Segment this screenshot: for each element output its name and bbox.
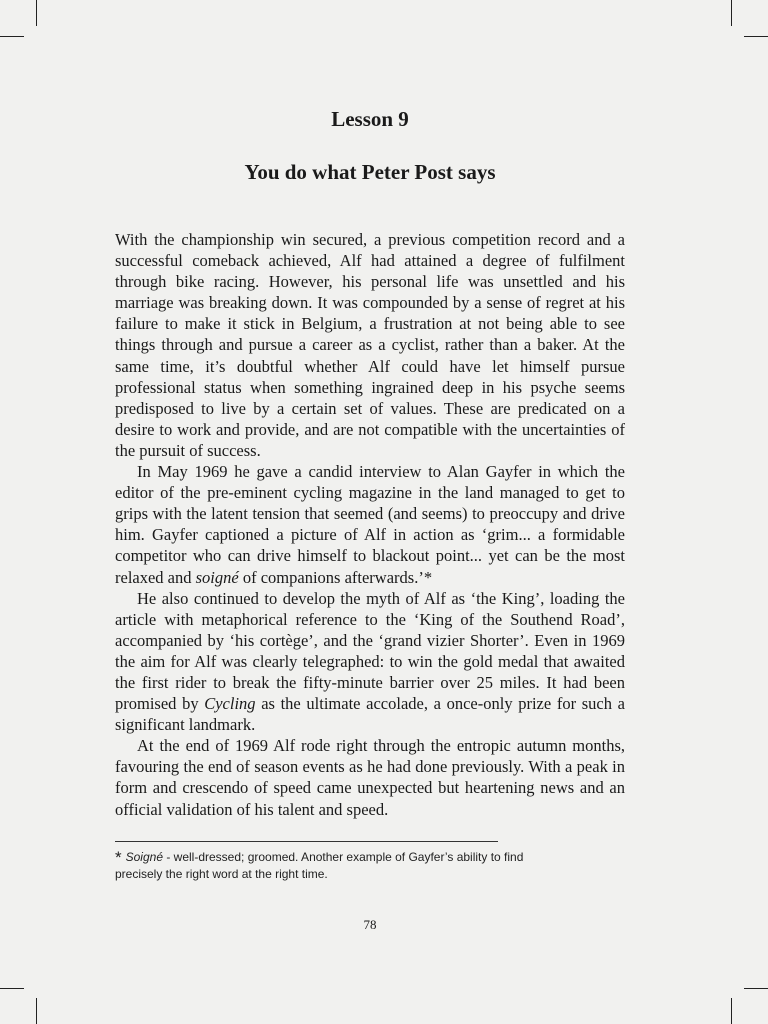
lesson-heading: Lesson 9	[331, 107, 409, 131]
crop-mark-bottom-right	[731, 998, 732, 1024]
paragraph	[115, 588, 625, 736]
paragraph: At the end of 1969 Alf rode right through the entropic autumn months, favouring the end of season events as he had done previously. With a peak in form and crescendo of speed came unexpected but heartening news and an official validation of his talent and speed.	[115, 736, 625, 819]
italic-term: soigné	[195, 567, 239, 587]
chapter-title: You do what Peter Post says	[244, 160, 496, 184]
italic-term: Cycling	[204, 694, 256, 714]
footnote	[115, 849, 535, 883]
footnote-marker: *	[115, 848, 122, 867]
crop-mark-top-left	[36, 0, 37, 26]
paragraph-text: of companions afterwards.’*	[238, 567, 433, 587]
footnote-rule	[115, 841, 498, 842]
crop-mark-bottom-left	[36, 998, 37, 1024]
footnote-term: Soigné	[125, 850, 163, 864]
crop-mark-bottom-right-h	[744, 988, 768, 989]
paragraph-text: He also continued to develop the myth of Alf as ‘the King’, loading the article with metaphorical reference to the ‘King of the Southend Road’, accompanied by ‘his cortège’, and the ‘grand vizier Shorter’. Even in 1969 the aim for Alf was clearly telegraphed: to win the gold medal that awaited the first rider to break the fifty-minute barrier over 25 miles. It had been promised by	[115, 588, 625, 714]
paragraph: With the championship win secured, a previous competition record and a successful comeback achieved, Alf had attained a degree of fulfilment through bike racing. However, his personal life was unsettled and his marriage was breaking down. It was compounded by a sense of regret at his failure to make it stick in Belgium, a frustration at not being able to see things through and pursue a career as a cyclist, rather than a baker. At the same time, it’s doubtful whether Alf could have let himself pursue professional status when something ingrained deep in his psyche seems predisposed to live by a certain set of values. These are predicated on a desire to work and provide, and are not compatible with the uncertainties of the pursuit of success.	[115, 230, 625, 460]
paragraph-text: In May 1969 he gave a candid interview to Alan Gayfer in which the editor of the pre-eminent cycling magazine in the land managed to get to grips with the latent tension that seemed (and seems) to preoccupy and drive him. Gayfer captioned a picture of Alf in action as ‘grim... a formidable competitor who can drive himself to blackout point... yet can be the most relaxed and	[115, 462, 625, 587]
footnote-text: - well-dressed; groomed. Another example of Gayfer’s ability to find precisely the right word at the right time.	[115, 850, 524, 881]
crop-mark-top-right	[731, 0, 732, 26]
page-number: 78	[363, 917, 377, 932]
crop-mark-top-right-h	[744, 36, 768, 37]
paragraph-text: as the ultimate accolade, a once-only prize for such a significant landmark.	[115, 694, 625, 735]
crop-mark-bottom-left-h	[0, 988, 24, 989]
paragraph	[115, 461, 625, 588]
body-text	[115, 229, 625, 820]
crop-mark-top-left-h	[0, 36, 24, 37]
